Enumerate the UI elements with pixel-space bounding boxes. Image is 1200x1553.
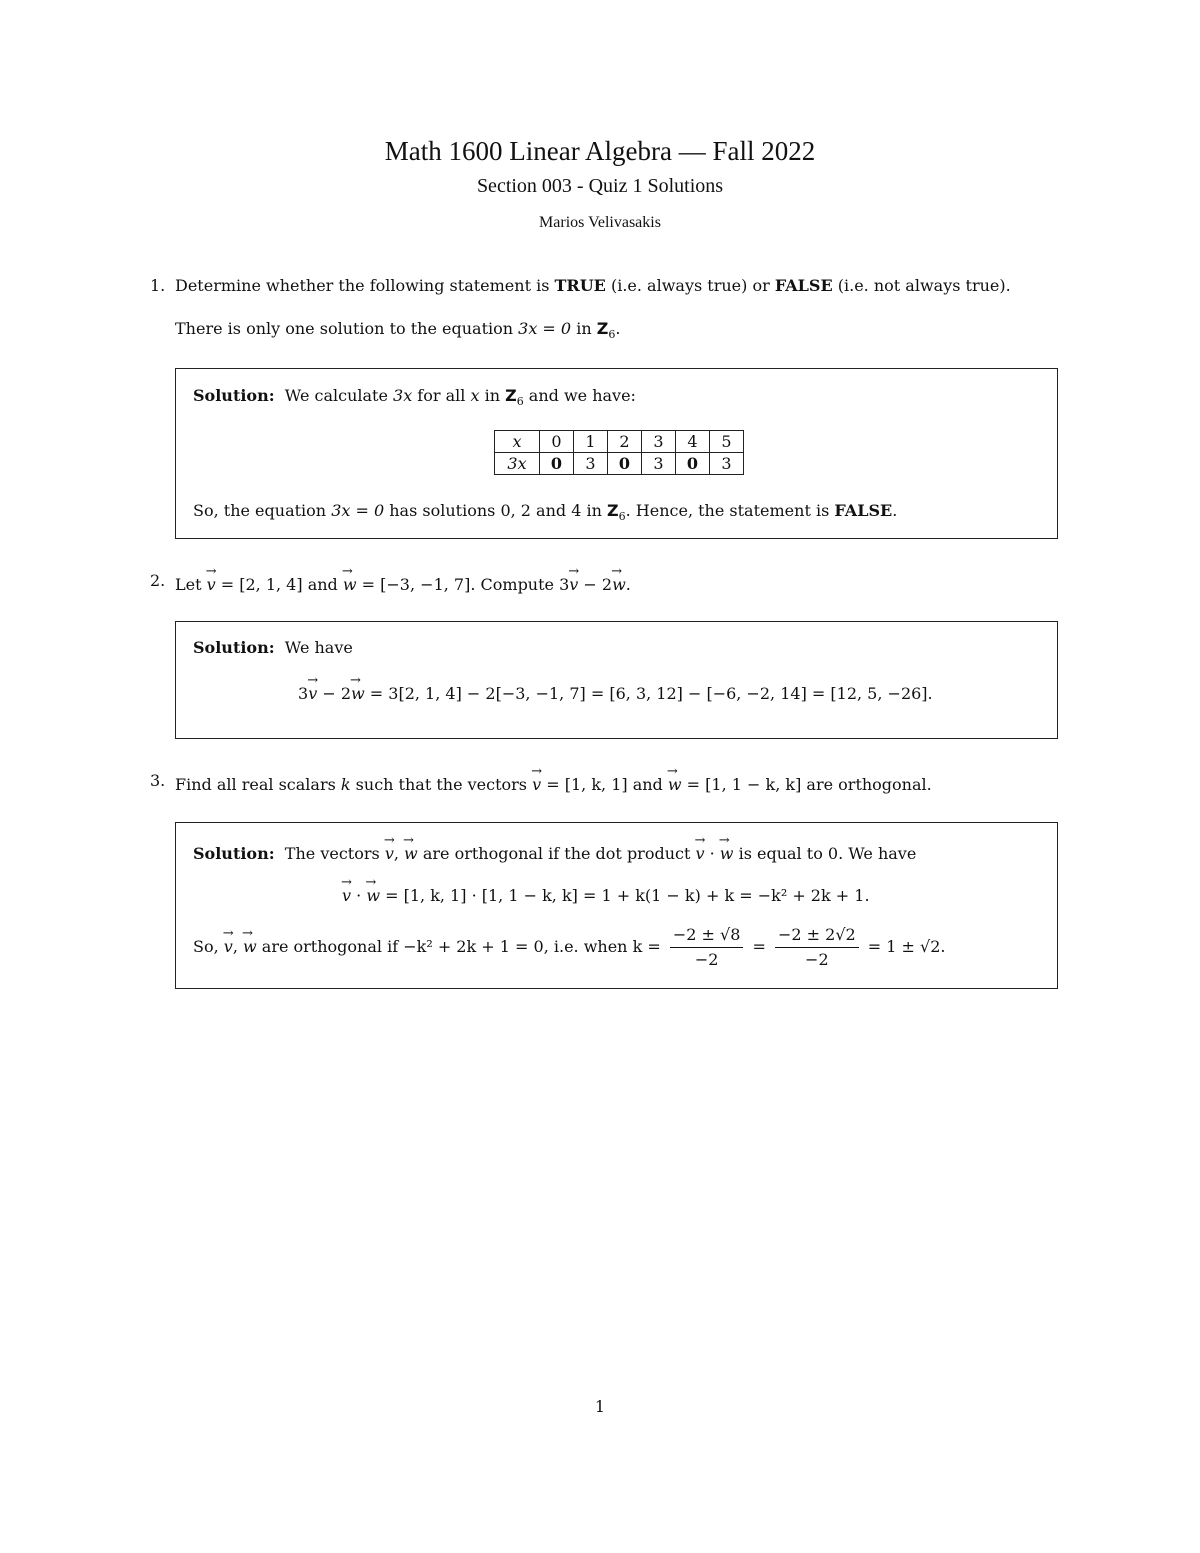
solution-1-for-all: for all [412,386,471,405]
table-cell: 3 [574,453,608,475]
solution-1-3x: 3x [393,386,413,405]
conclusion-and: and [530,501,572,520]
scalar-k: k [340,775,351,794]
statement-in: in [571,319,597,338]
solution-1-intro [193,386,636,412]
vector-w: → w [668,771,682,795]
conclusion-in: in [581,501,608,520]
document-subtitle: Section 003 - Quiz 1 Solutions [476,175,724,197]
conclusion-solutions: 0, 2 [500,501,531,520]
eq-coefficient-3: 3 [298,684,309,703]
prompt-text: Find all real scalars [175,775,341,794]
solution-2-intro [193,638,353,658]
and-text: and [302,575,343,594]
modulus-subscript: 6 [618,510,626,524]
problem-1-number: 1. [150,276,166,295]
true-keyword: TRUE [554,276,606,295]
solution-label: Solution: [193,844,275,863]
prompt-mid: such that the vectors [350,775,533,794]
dot-product-equation: → v · → w = [1, k, 1] · [1, 1 − k, k] = 1 + k(1 − k) + k = −k² + 2k + 1. [342,882,870,906]
table-cell: 0 [676,453,710,475]
prompt-end: are orthogonal. [801,775,932,794]
values-table [494,430,744,475]
vector-w: → w [343,571,357,595]
solution-label: Solution: [193,386,275,405]
problem-2-number: 2. [150,571,166,590]
solution-1-x: x [470,386,480,405]
table-row [495,431,744,453]
solution-3-dot-text: are orthogonal if the dot product [417,844,696,863]
final-condition: are orthogonal if −k² + 2k + 1 = 0, i.e. when k = [256,937,661,956]
eq-minus-two: − 2 [317,684,351,703]
table-header-cell: 3x [495,453,540,475]
vector-v: → v [569,571,578,595]
table-cell: 4 [676,431,710,453]
table-cell: 0 [608,453,642,475]
vector-v: → v [308,680,317,704]
fraction-1-denominator: −2 [694,950,719,969]
fraction-2 [775,925,859,970]
statement-text: There is only one solution to the equation [175,319,519,338]
table-cell: 0 [540,453,574,475]
conclusion-equation: 3x = 0 [331,501,385,520]
solution-3-text: The vectors [284,844,385,863]
solution-2-equation [298,680,933,704]
modulus-subscript: 6 [516,395,524,409]
table-cell: 3 [642,431,676,453]
problem-1-statement [175,319,620,345]
dot-product-result: = [1, k, 1] · [1, 1 − k, k] = 1 + k(1 − k) + k = −k² + 2k + 1. [380,886,870,905]
table-cell: 2 [608,431,642,453]
document-title: Math 1600 Linear Algebra — Fall 2022 [384,136,816,166]
and-text: and [627,775,668,794]
vector-w: → w [366,882,380,906]
vector-w: → w [720,840,734,864]
fraction-2-numerator: −2 ± 2√2 [775,925,859,948]
solution-label: Solution: [193,638,275,657]
problem-1-prompt-mid: (i.e. always true) or [605,276,775,295]
vector-v: → v [532,771,541,795]
table-cell: 3 [710,453,744,475]
compute-text: . Compute 3 [470,575,570,594]
eq-result: = 3[2, 1, 4] − 2[−3, −1, 7] = [6, 3, 12] − [−6, −2, 14] = [12, 5, −26]. [364,684,933,703]
document-author: Marios Velivasakis [539,214,661,231]
vector-w: → w [351,680,365,704]
conclusion-period: . [892,501,898,520]
solution-1-text-end: and we have: [523,386,636,405]
false-keyword: FALSE [774,276,833,295]
modulus-subscript: 6 [608,328,616,342]
vector-v: → v [695,840,704,864]
integers-mod-symbol: Z [505,386,517,405]
integers-mod-symbol: Z [607,501,619,520]
table-cell: 0 [540,431,574,453]
problem-1-prompt [175,276,1011,296]
vector-w: → w [243,933,257,957]
fraction-1-numerator: −2 ± √8 [670,925,744,948]
problem-3-prompt [175,771,932,795]
solution-2-text: We have [284,638,353,657]
problem-3-number: 3. [150,771,166,790]
answer-false: FALSE [834,501,893,520]
fraction-2-denominator: −2 [805,950,829,969]
final-text: So, [193,937,224,956]
statement-equation: 3x = 0 [518,319,572,338]
vector-w: → w [612,571,626,595]
table-row [495,453,744,475]
vector-v: → v [207,571,216,595]
solution-1-conclusion [193,501,897,527]
vector-w-value: = [1, 1 − k, k] [681,775,802,794]
statement-period: . [615,319,621,338]
table-cell: 5 [710,431,744,453]
conclusion-text: So, the equation [193,501,332,520]
page-number: 1 [594,1397,606,1416]
final-result: = 1 ± √2. [867,937,946,956]
let-text: Let [175,575,207,594]
conclusion-hence: . Hence, the statement is [625,501,835,520]
conclusion-last-solution: 4 [571,501,582,520]
table-header-cell: x [495,431,540,453]
solution-3-intro: Solution: The vectors → v, → w are orthogonal if the dot product → v · → w is equal to 0. We have [193,840,916,864]
vector-v: → v [224,933,233,957]
vector-w: → w [404,840,418,864]
conclusion-has-solutions: has solutions [384,501,501,520]
table-cell: 3 [642,453,676,475]
solution-3-text-end: is equal to 0. We have [733,844,917,863]
problem-1-prompt-text: Determine whether the following statement is [175,276,555,295]
fraction-1 [670,925,744,970]
table-cell: 1 [574,431,608,453]
solution-3-final: So, → v, → w are orthogonal if −k² + 2k + 1 = 0, i.e. when k = $\frac{-2 \pm √8}{-2}$ = $\frac{-2 \pm 2√2}{-2}$ = 1 ± √2. [193,925,946,970]
problem-1-prompt-end: (i.e. not always true). [832,276,1011,295]
integers-mod-symbol: Z [596,319,609,338]
vector-v-value: = [2, 1, 4] [215,575,303,594]
vector-w-value: = [−3, −1, 7] [356,575,471,594]
prompt-period: . [625,575,631,594]
minus-two: − 2 [578,575,613,594]
vector-v: → v [385,840,394,864]
solution-1-text: We calculate [284,386,394,405]
solution-1-in: in [479,386,506,405]
vector-v: → v [342,882,351,906]
vector-v-value: = [1, k, 1] [541,775,628,794]
problem-2-prompt [175,571,631,595]
